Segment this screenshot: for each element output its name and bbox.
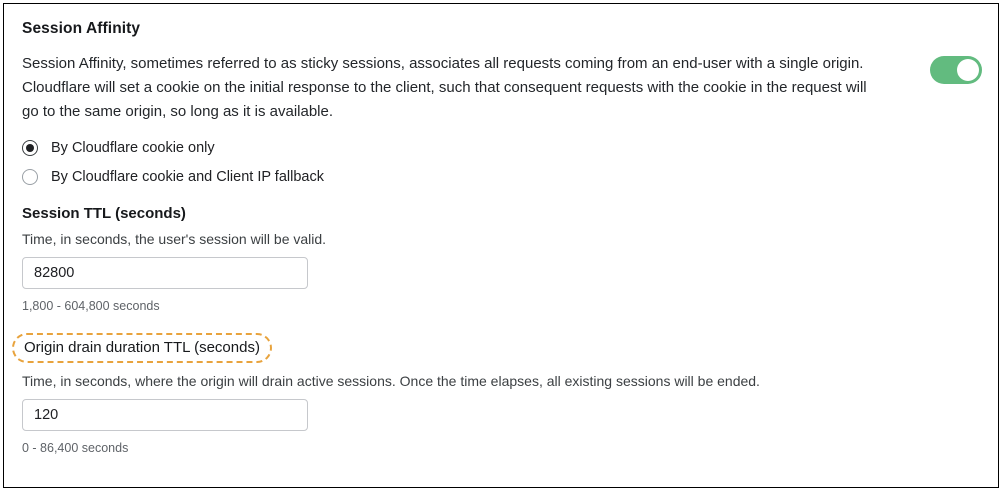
radio-icon[interactable] xyxy=(22,140,38,156)
session-ttl-label: Session TTL (seconds) xyxy=(22,205,186,222)
origin-drain-ttl-label: Origin drain duration TTL (seconds) xyxy=(12,333,272,363)
radio-option-cookie-and-ip[interactable] xyxy=(22,169,980,185)
session-ttl-help: Time, in seconds, the user's session will be valid. xyxy=(22,231,327,247)
section-description xyxy=(22,52,922,124)
session-affinity-panel xyxy=(3,3,999,488)
radio-label: By Cloudflare cookie only xyxy=(51,140,215,156)
toggle-knob xyxy=(957,59,979,81)
origin-drain-ttl-input[interactable] xyxy=(22,399,308,431)
radio-label: By Cloudflare cookie and Client IP fallback xyxy=(51,169,324,185)
page-title: Session Affinity xyxy=(22,20,141,37)
session-ttl-range: 1,800 - 604,800 seconds xyxy=(22,299,160,313)
origin-drain-ttl-range: 0 - 86,400 seconds xyxy=(22,441,129,455)
description-line-2: Cloudflare will set a cookie on the initial response to the client, such that consequent requests with the cookie in the request will xyxy=(22,79,867,96)
session-ttl-field xyxy=(22,205,980,313)
origin-drain-ttl-help: Time, in seconds, where the origin will drain active sessions. Once the time elapses, all existing sessions will be ended. xyxy=(22,373,760,389)
radio-icon[interactable] xyxy=(22,169,38,185)
session-affinity-toggle[interactable] xyxy=(930,56,982,84)
description-line-1: Session Affinity, sometimes referred to as sticky sessions, associates all requests coming from an end-user with a single origin. xyxy=(22,55,864,72)
description-line-3: go to the same origin, so long as it is available. xyxy=(22,103,334,120)
origin-drain-ttl-field xyxy=(22,333,980,455)
radio-option-cookie-only[interactable] xyxy=(22,140,980,156)
session-ttl-input[interactable] xyxy=(22,257,308,289)
